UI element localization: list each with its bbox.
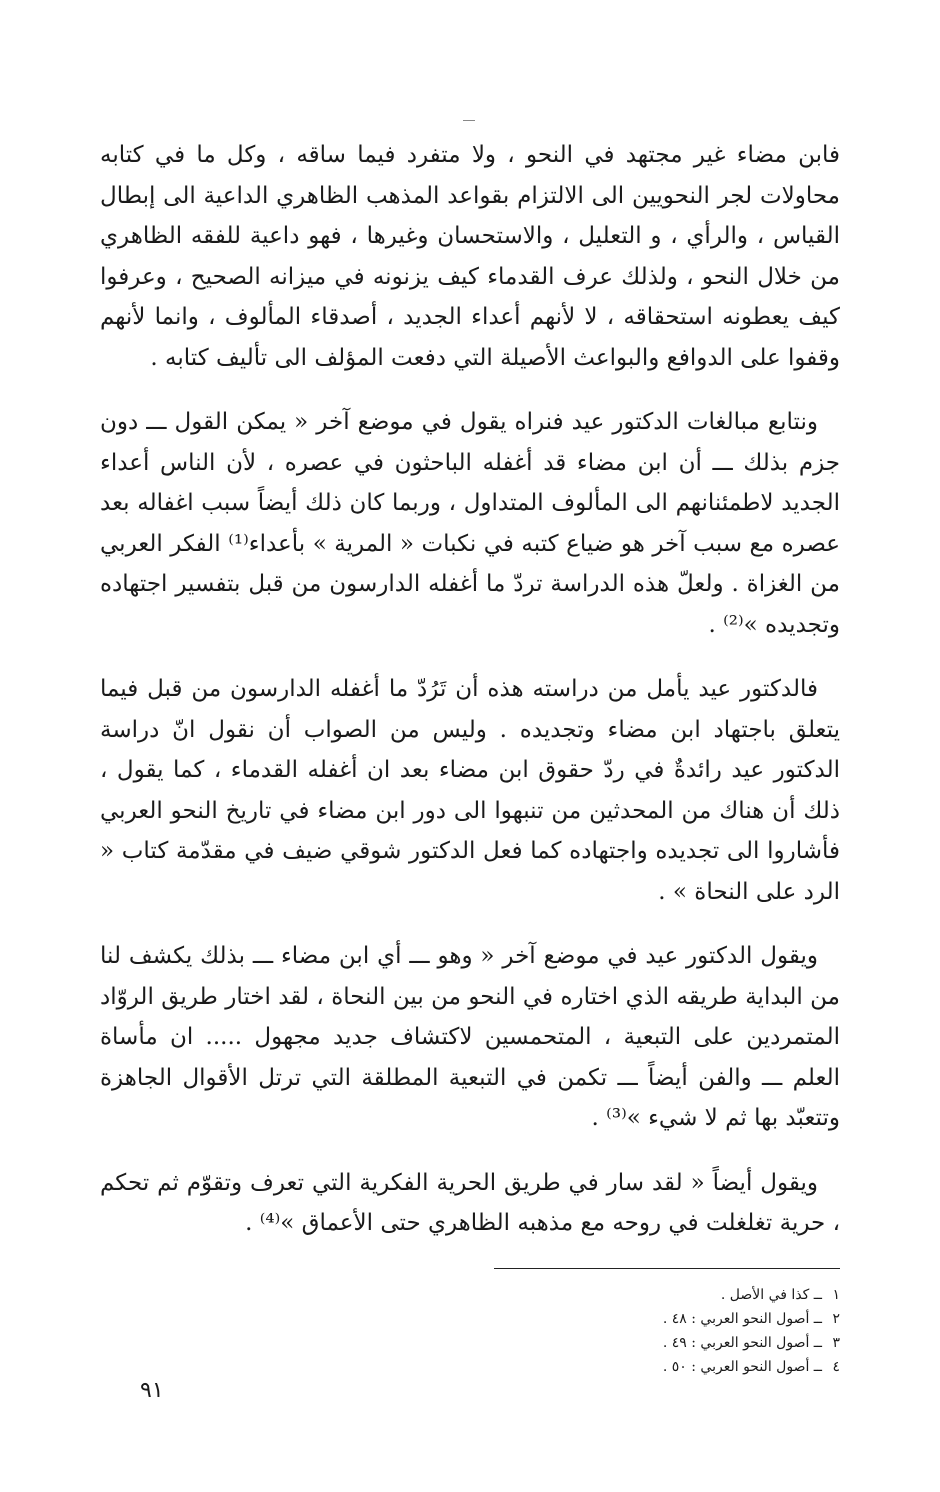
paragraph-5: ويقول أيضاً « لقد سار في طريق الحرية الفكرية التي تعرف وتقوّم ثم تحكم ، حرية تغلغلت في روحه مع مذهبه الظاهري حتى الأعماق »⁽⁴⁾ .: [100, 1169, 840, 1236]
paragraph-4: ويقول الدكتور عيد في موضع آخر « وهو ـــ أي ابن مضاء ـــ بذلك يكشف لنا من البداية طريقه الذي اختاره في النحو من بين النحاة ، لقد اختار طريق الروّاد المتمردين على التبعية ، المتحمسين لاكتشاف جديد مجهول ..... ان مأساة العلم ـــ والفن أيضاً ـــ تكمن في التبعية المطلقة التي ترتل الأقوال الجاهزة وتتعبّد بها ثم لا شيء »⁽³⁾ .: [100, 943, 840, 1131]
footnote-text: ــ أصول النحو العربي : ٤٨ .: [662, 1310, 822, 1327]
page-body: [100, 135, 840, 1435]
footnotes: [494, 1283, 840, 1379]
footnote-item: [494, 1355, 840, 1379]
footnote-text: ــ كذا في الأصل .: [720, 1286, 822, 1303]
page-number: ٩١: [140, 1378, 164, 1403]
footnote-item: [494, 1331, 840, 1355]
footnote-text: ــ أصول النحو العربي : ٥٠ .: [662, 1358, 822, 1375]
paragraph-2: ونتابع مبالغات الدكتور عيد فنراه يقول في موضع آخر « يمكن القول ـــ دون جزم بذلك ـــ أن ابن مضاء قد أغفله الباحثون في عصره ، لأن الناس أعداء الجديد لاطمئنانهم الى المألوف المتداول ، وربما كان ذلك أيضاً سبب اغفاله بعد عصره مع سبب آخر هو ضياع كتبه في نكبات « المرية » بأعداء⁽¹⁾ الفكر العربي من الغزاة . ولعلّ هذه الدراسة تردّ ما أغفله الدارسون من قبل بتفسير اجتهاده وتجديده »⁽²⁾ .: [100, 409, 840, 638]
paragraph-1: فابن مضاء غير مجتهد في النحو ، ولا متفرد فيما ساقه ، وكل ما في كتابه محاولات لجر النحويين الى الالتزام بقواعد المذهب الظاهري الداعية الى إبطال القياس ، والرأي ، و التعليل ، والاستحسان وغيرها ، فهو داعية للفقه الظاهري من خلال النحو ، ولذلك عرف القدماء كيف يزنونه في ميزانه الصحيح ، وعرفوا كيف يعطونه استحقاقه ، لا لأنهم أعداء الجديد ، أصدقاء المألوف ، وانما لأنهم وقفوا على الدوافع والبواعث الأصيلة التي دفعت المؤلف الى تأليف كتابه .: [100, 142, 840, 371]
top-mark: [463, 120, 475, 121]
footnote-number: ٤: [832, 1358, 840, 1375]
footnote-item: [494, 1307, 840, 1331]
footnote-item: [494, 1283, 840, 1307]
paragraph-3: فالدكتور عيد يأمل من دراسته هذه أن تَرُدّ ما أغفله الدارسون من قبل فيما يتعلق باجتهاد ابن مضاء وتجديده . وليس من الصواب أن نقول انّ دراسة الدكتور عيد رائدةٌ في ردّ حقوق ابن مضاء بعد ان أغفله القدماء ، كما يقول ، ذلك أن هناك من المحدثين من تنبهوا الى دور ابن مضاء في تاريخ النحو العربي فأشاروا الى تجديده واجتهاده كما فعل الدكتور شوقي ضيف في مقدّمة كتاب « الرد على النحاة » .: [100, 676, 840, 905]
footnote-number: ٢: [832, 1310, 840, 1327]
footnote-text: ــ أصول النحو العربي : ٤٩ .: [662, 1334, 822, 1351]
footnote-divider: [494, 1268, 840, 1269]
footnote-number: ١: [832, 1286, 840, 1303]
footnote-number: ٣: [832, 1334, 840, 1351]
